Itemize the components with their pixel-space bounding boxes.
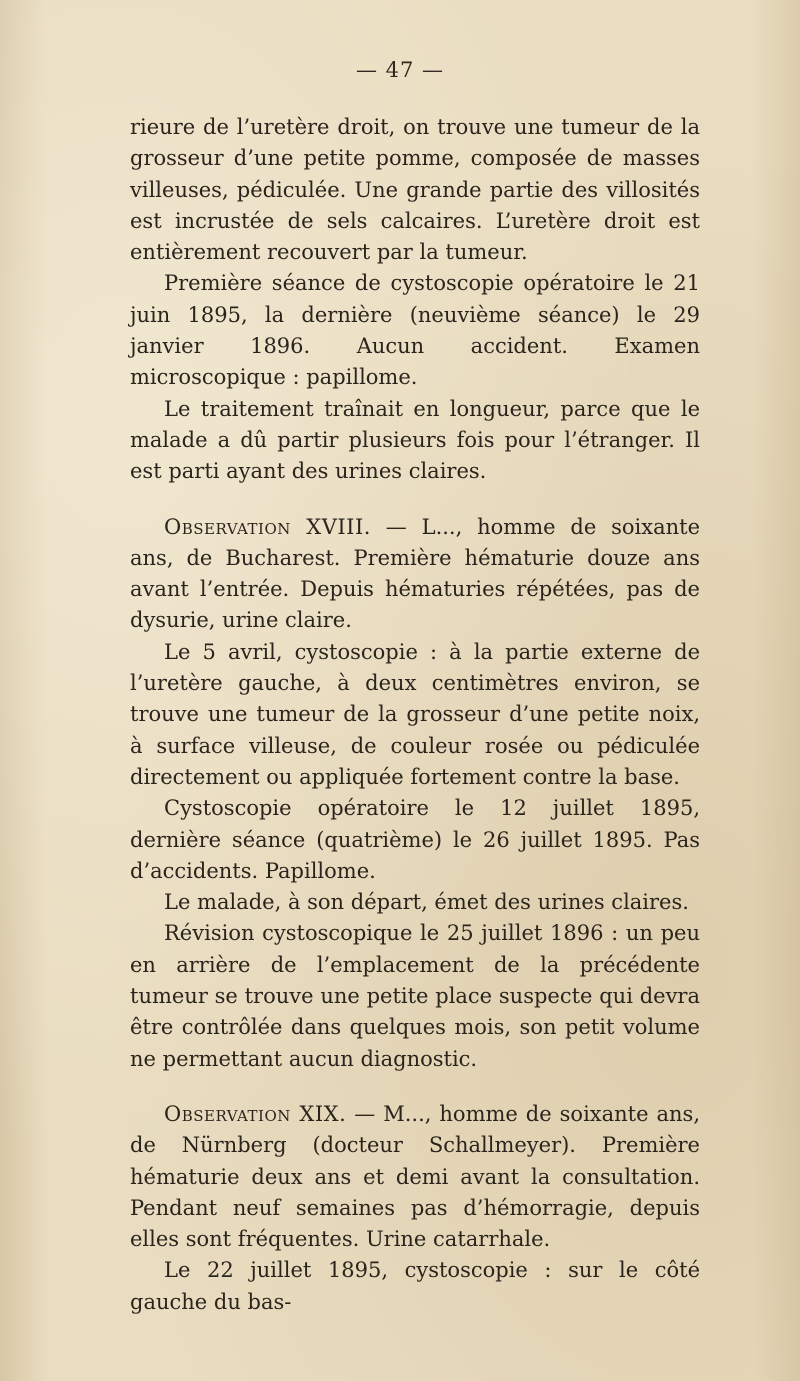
observation-heading: Observation XIX.	[164, 1101, 347, 1126]
observation-text: — M..., homme de soixante ans, de Nürnberg (docteur Schallmeyer). Première hématurie deux ans et demi avant la consultation. Pendant neuf semaines pas d’hémorragie, depuis elles sont fréquentes. Urine catarrhale.	[130, 1101, 701, 1252]
paragraph-continuation: rieure de l’uretère droit, on trouve une tumeur de la grosseur d’une petite pomme, composée de masses villeuses, pédiculée. Une grande partie des villosités est incrustée de sels calcaires. L’uretère droit est entièrement recouvert par la tumeur.	[130, 115, 700, 265]
page-number: — 47 —	[355, 58, 445, 82]
observation-xviii	[130, 512, 700, 637]
paragraph-revision: Révision cystoscopique le 25 juillet 1896 : un peu en arrière de l’emplacement de la précédente tumeur se trouve une petite place suspecte qui devra être contrôlée dans quelques mois, son petit volume ne permettant aucun diagnostic.	[130, 921, 700, 1071]
observation-heading: Observation XVIII.	[164, 514, 371, 539]
paragraph-operative-cystoscopy: Cystoscopie opératoire le 12 juillet 1895, dernière séance (quatrième) le 26 juillet 1895. Pas d’accidents. Papillome.	[130, 796, 700, 883]
paragraph-departure: Le malade, à son départ, émet des urines claires.	[164, 890, 689, 915]
body-text	[130, 112, 700, 1318]
paragraph-treatment: Le traitement traînait en longueur, parce que le malade a dû partir plusieurs fois pour l’étranger. Il est parti ayant des urines claires.	[130, 396, 700, 484]
observation-text: — L..., homme de soixante ans, de Bucharest. Première hématurie douze ans avant l’entrée. Depuis hématuries répétées, pas de dysurie, urine claire.	[130, 514, 700, 633]
paragraph-first-session: Première séance de cystoscopie opératoire le 21 juin 1895, la dernière (neuvième séance) le 29 janvier 1896. Aucun accident. Examen microscopique : papillome.	[130, 271, 700, 390]
paragraph-july-cystoscopy: Le 22 juillet 1895, cystoscopie : sur le côté gauche du bas-	[130, 1258, 700, 1314]
observation-xix	[130, 1099, 700, 1255]
paragraph-april-cystoscopy: Le 5 avril, cystoscopie : à la partie externe de l’uretère gauche, à deux centimètres environ, se trouve une tumeur de la grosseur d’une petite noix, à surface villeuse, de couleur rosée ou pédiculée directement ou appliquée fortement contre la base.	[130, 639, 700, 789]
